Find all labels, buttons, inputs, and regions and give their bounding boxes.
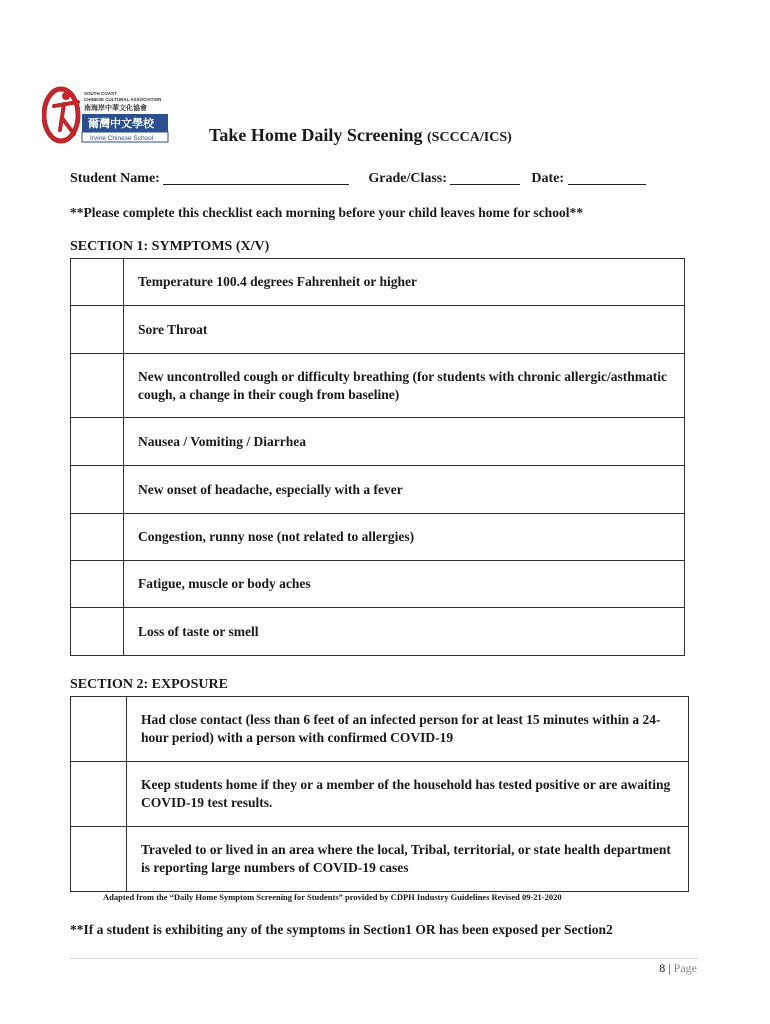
checkbox[interactable] xyxy=(71,418,124,466)
bottom-note: **If a student is exhibiting any of the symptoms in Section1 OR has been exposed per Section2 xyxy=(70,922,613,937)
footer-divider xyxy=(70,958,698,959)
logo-text: 南海岸中華文化協會 xyxy=(84,104,147,112)
checkbox[interactable] xyxy=(71,827,127,892)
student-name-field[interactable] xyxy=(163,170,349,185)
exposure-text: Keep students home if they or a member of the household has tested positive or are awaiting COVID-19 test results. xyxy=(127,762,689,827)
title-main: Take Home Daily Screening xyxy=(209,125,423,145)
instructions: **Please complete this checklist each morning before your child leaves home for school** xyxy=(70,205,583,220)
page-label: Page xyxy=(673,961,697,975)
table-row xyxy=(71,561,685,608)
symptom-text: Loss of taste or smell xyxy=(124,608,685,656)
logo-text: CHINESE CULTURAL ASSOCIATION xyxy=(84,97,162,102)
checkbox[interactable] xyxy=(71,306,124,354)
table-row xyxy=(71,697,689,762)
symptom-text: Nausea / Vomiting / Diarrhea xyxy=(124,418,685,466)
symptom-text: Temperature 100.4 degrees Fahrenheit or higher xyxy=(124,259,685,306)
symptom-text: New onset of headache, especially with a fever xyxy=(124,466,685,514)
checkbox[interactable] xyxy=(71,466,124,514)
school-logo xyxy=(42,86,170,144)
symptom-text: Congestion, runny nose (not related to allergies) xyxy=(124,514,685,561)
exposure-text: Traveled to or lived in an area where the local, Tribal, territorial, or state health department is reporting large numbers of COVID-19 cases xyxy=(127,827,689,892)
page-title xyxy=(209,125,512,146)
table-row xyxy=(71,466,685,514)
student-name-label: Student Name: xyxy=(70,171,160,186)
table-row xyxy=(71,827,689,892)
logo-school-name: Irvine Chinese School xyxy=(90,135,154,142)
logo-chinese-name: 爾灣中文學校 xyxy=(88,117,154,130)
checkbox[interactable] xyxy=(71,354,124,418)
page-number xyxy=(659,961,697,976)
section1-heading: SECTION 1: SYMPTOMS (X/V) xyxy=(70,239,270,254)
grade-class-field[interactable] xyxy=(450,170,520,185)
exposure-table xyxy=(70,696,689,892)
page-number-value: 8 xyxy=(659,961,666,975)
table-row xyxy=(71,608,685,656)
table-row xyxy=(71,354,685,418)
date-field[interactable] xyxy=(568,170,646,185)
symptom-text: Sore Throat xyxy=(124,306,685,354)
section2-heading: SECTION 2: EXPOSURE xyxy=(70,677,228,692)
student-info-line xyxy=(70,170,646,187)
checkbox[interactable] xyxy=(71,608,124,656)
symptoms-table xyxy=(70,258,685,656)
checkbox[interactable] xyxy=(71,259,124,306)
logo-text: SOUTH COAST xyxy=(84,91,117,96)
symptom-text: Fatigue, muscle or body aches xyxy=(124,561,685,608)
table-row xyxy=(71,514,685,561)
page-separator: | xyxy=(668,961,671,975)
title-sub: (SCCCA/ICS) xyxy=(427,130,512,145)
source-footnote: Adapted from the “Daily Home Symptom Screening for Students” provided by CDPH Industry Guidelines Revised 09-21-2020 xyxy=(103,892,562,902)
grade-class-label: Grade/Class: xyxy=(368,171,447,186)
checkbox[interactable] xyxy=(71,561,124,608)
symptom-text: New uncontrolled cough or difficulty breathing (for students with chronic allergic/asthmatic cough, a change in their cough from baseline) xyxy=(124,354,685,418)
date-label: Date: xyxy=(531,171,565,186)
checkbox[interactable] xyxy=(71,514,124,561)
table-row xyxy=(71,259,685,306)
checkbox[interactable] xyxy=(71,762,127,827)
checkbox[interactable] xyxy=(71,697,127,762)
table-row xyxy=(71,418,685,466)
table-row xyxy=(71,306,685,354)
logo-emblem xyxy=(42,86,170,144)
exposure-text: Had close contact (less than 6 feet of an infected person for at least 15 minutes within a 24-hour period) with a person with confirmed COVID-19 xyxy=(127,697,689,762)
table-row xyxy=(71,762,689,827)
